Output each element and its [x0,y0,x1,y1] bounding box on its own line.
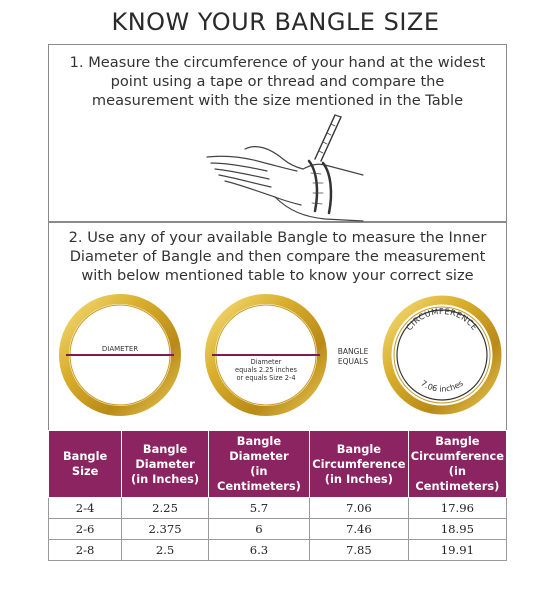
header-text: Bangle [435,434,480,448]
header-text: (in Inches) [130,471,200,486]
header-text: Circumference [410,449,504,463]
step1-line: 1. Measure the circumference of your hand at the widest [69,54,486,71]
cell-diameter-inches: 2.5 [122,540,209,561]
circumference-value: 7.06 inches [419,378,465,394]
table-row [49,498,507,519]
example-line: equals 2.25 inches [235,366,297,374]
table-row [49,540,507,561]
cell-circumference-cm: 19.91 [408,540,506,561]
example-line: Diameter [250,358,282,366]
step2-instructions [49,228,506,285]
cell-diameter-cm: 5.7 [208,498,309,519]
example-line: or equals Size 2-4 [236,374,296,382]
step1-line: point using a tape or thread and compare the [110,73,445,90]
step1-line: measurement with the size mentioned in the Table [91,92,464,109]
header-text: Diameter [135,456,195,471]
header-diameter-cm [208,431,309,498]
cell-size: 2-6 [49,519,122,540]
header-text: Bangle [142,441,188,456]
cell-diameter-cm: 6 [208,519,309,540]
page-title: KNOW YOUR BANGLE SIZE [111,8,440,36]
bangle-example-illustration [203,292,329,418]
cell-circumference-inches: 7.46 [309,519,408,540]
cell-circumference-inches: 7.85 [309,540,408,561]
header-circumference-cm [408,431,506,498]
header-text: Bangle Diameter [229,434,289,463]
table-row [49,519,507,540]
example-caption [226,358,306,382]
diameter-label: DIAMETER [101,345,139,353]
bangle-equals-label [328,347,378,367]
bangle-size-table [48,430,507,561]
step2-line: Diameter of Bangle and then compare the measurement [69,248,486,265]
cell-circumference-cm: 17.96 [408,498,506,519]
step2-line: 2. Use any of your available Bangle to measure the Inner [68,229,487,246]
header-diameter-inches [122,431,209,498]
hand-measuring-illustration [205,111,365,223]
circumference-label: CIRCUMFERENCE [404,306,480,333]
bangle-equals-line: EQUALS [337,357,369,366]
cell-size: 2-4 [49,498,122,519]
header-text: (in Inches) [324,471,393,486]
bangle-equals-line: BANGLE [337,347,369,356]
header-text: (in Centimeters) [216,464,301,493]
cell-circumference-inches: 7.06 [309,498,408,519]
header-bangle-size [49,431,122,498]
header-text: Bangle [336,441,381,456]
header-text: (in Centimeters) [415,464,500,493]
cell-size: 2-8 [49,540,122,561]
table-header-row [49,431,507,498]
step1-instructions [49,53,506,110]
step2-line: with below mentioned table to know your correct size [81,267,474,284]
header-text: Circumference [312,456,406,471]
bangle-diameter-illustration [57,292,183,418]
header-text: Bangle Size [62,449,108,478]
step1-panel [48,44,507,222]
cell-circumference-cm: 18.95 [408,519,506,540]
bangle-circumference-illustration [381,294,503,416]
cell-diameter-inches: 2.25 [122,498,209,519]
cell-diameter-cm: 6.3 [208,540,309,561]
header-circumference-inches [309,431,408,498]
cell-diameter-inches: 2.375 [122,519,209,540]
